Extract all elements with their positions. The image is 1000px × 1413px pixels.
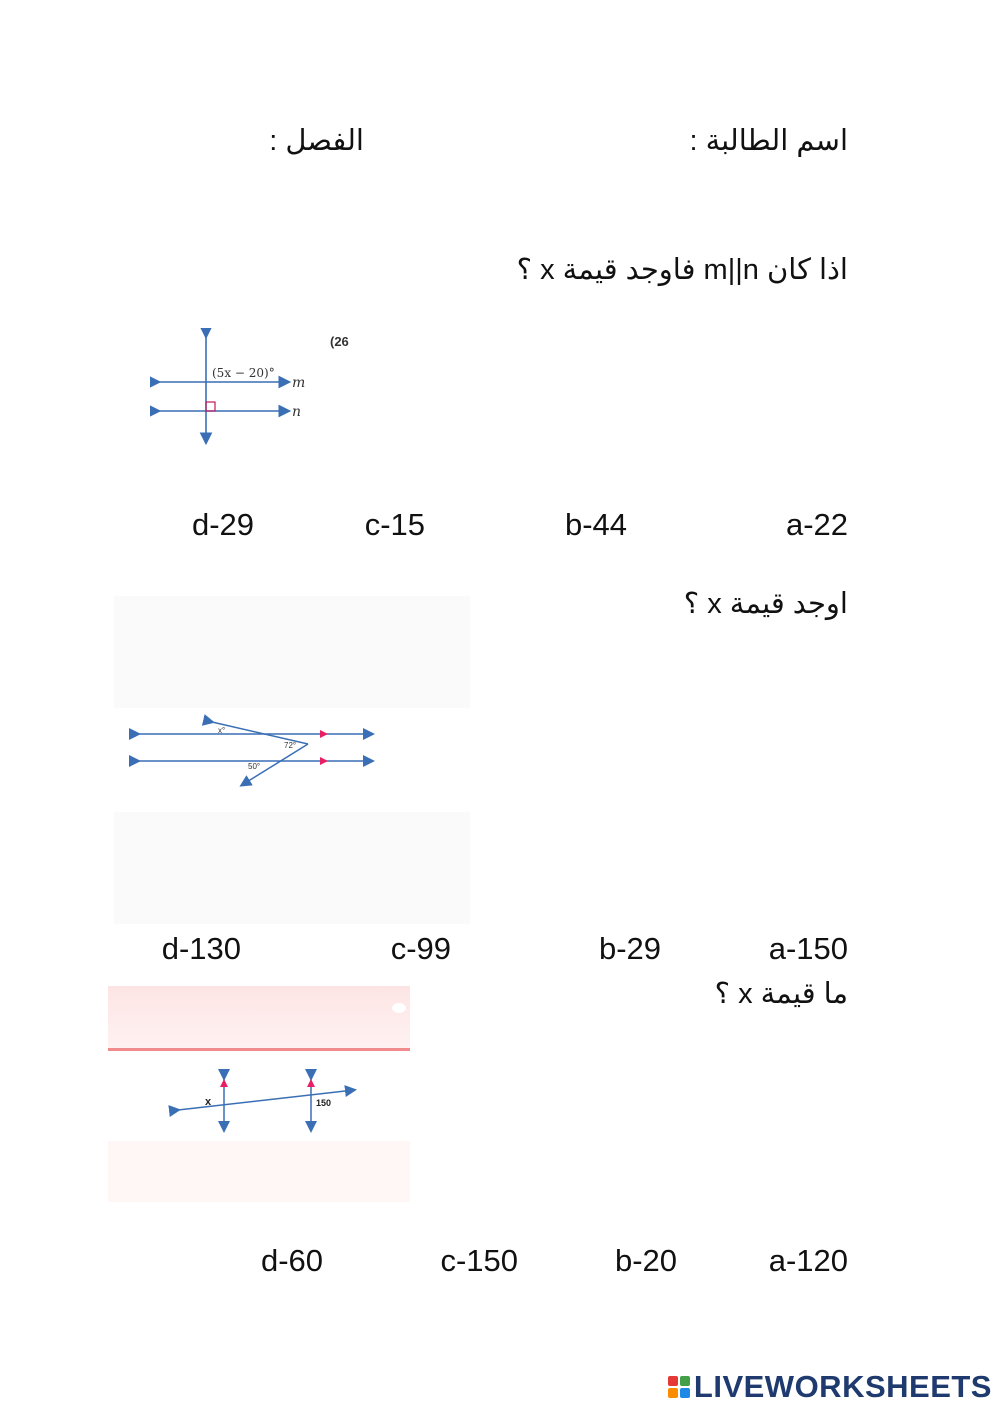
q2-angle-50-label: 50° [248, 762, 261, 771]
q1-option-b[interactable]: b-44 [564, 507, 627, 542]
q3-option-a[interactable]: a-120 [768, 1243, 848, 1278]
q1-line-n-label: n [292, 404, 302, 420]
student-name-label: اسم الطالبة : [689, 125, 848, 157]
liveworksheets-logo-text: LIVEWORKSHEETS [693, 1369, 992, 1404]
question-2-text: اوجد قيمة x ؟ [683, 588, 848, 620]
q2-option-c[interactable]: c-99 [390, 931, 451, 966]
q2-option-d[interactable]: d-130 [161, 931, 241, 966]
q3-angle-150-label: 150 [316, 1098, 332, 1108]
class-label: الفصل : [269, 125, 364, 157]
liveworksheets-logo-icon [668, 1376, 690, 1398]
question-3-figure [108, 986, 410, 1202]
question-1-text: اذا كان m||n فاوجد قيمة x ؟ [516, 254, 848, 286]
q2-angle-72-label: 72° [284, 741, 297, 750]
question-3-text: ما قيمة x ؟ [714, 978, 848, 1010]
question-1-figure [150, 328, 370, 458]
q2-option-a[interactable]: a-150 [768, 931, 848, 966]
q3-option-c[interactable]: c-150 [440, 1243, 518, 1278]
q1-option-c[interactable]: c-15 [364, 507, 425, 542]
q1-angle-label: (5x − 20)° [212, 366, 275, 380]
q2-angle-x-label: x° [218, 726, 226, 735]
q1-figure-number: (26 [330, 334, 349, 349]
q1-option-d[interactable]: d-29 [191, 507, 254, 542]
q2-option-b[interactable]: b-29 [598, 931, 661, 966]
liveworksheets-logo[interactable] [668, 1369, 992, 1405]
q3-angle-x-label: x [205, 1096, 212, 1108]
question-2-figure [114, 596, 470, 924]
q1-option-a[interactable]: a-22 [785, 507, 848, 542]
q1-line-m-label: m [292, 375, 306, 391]
q3-option-d[interactable]: d-60 [260, 1243, 323, 1278]
q3-option-b[interactable]: b-20 [614, 1243, 677, 1278]
